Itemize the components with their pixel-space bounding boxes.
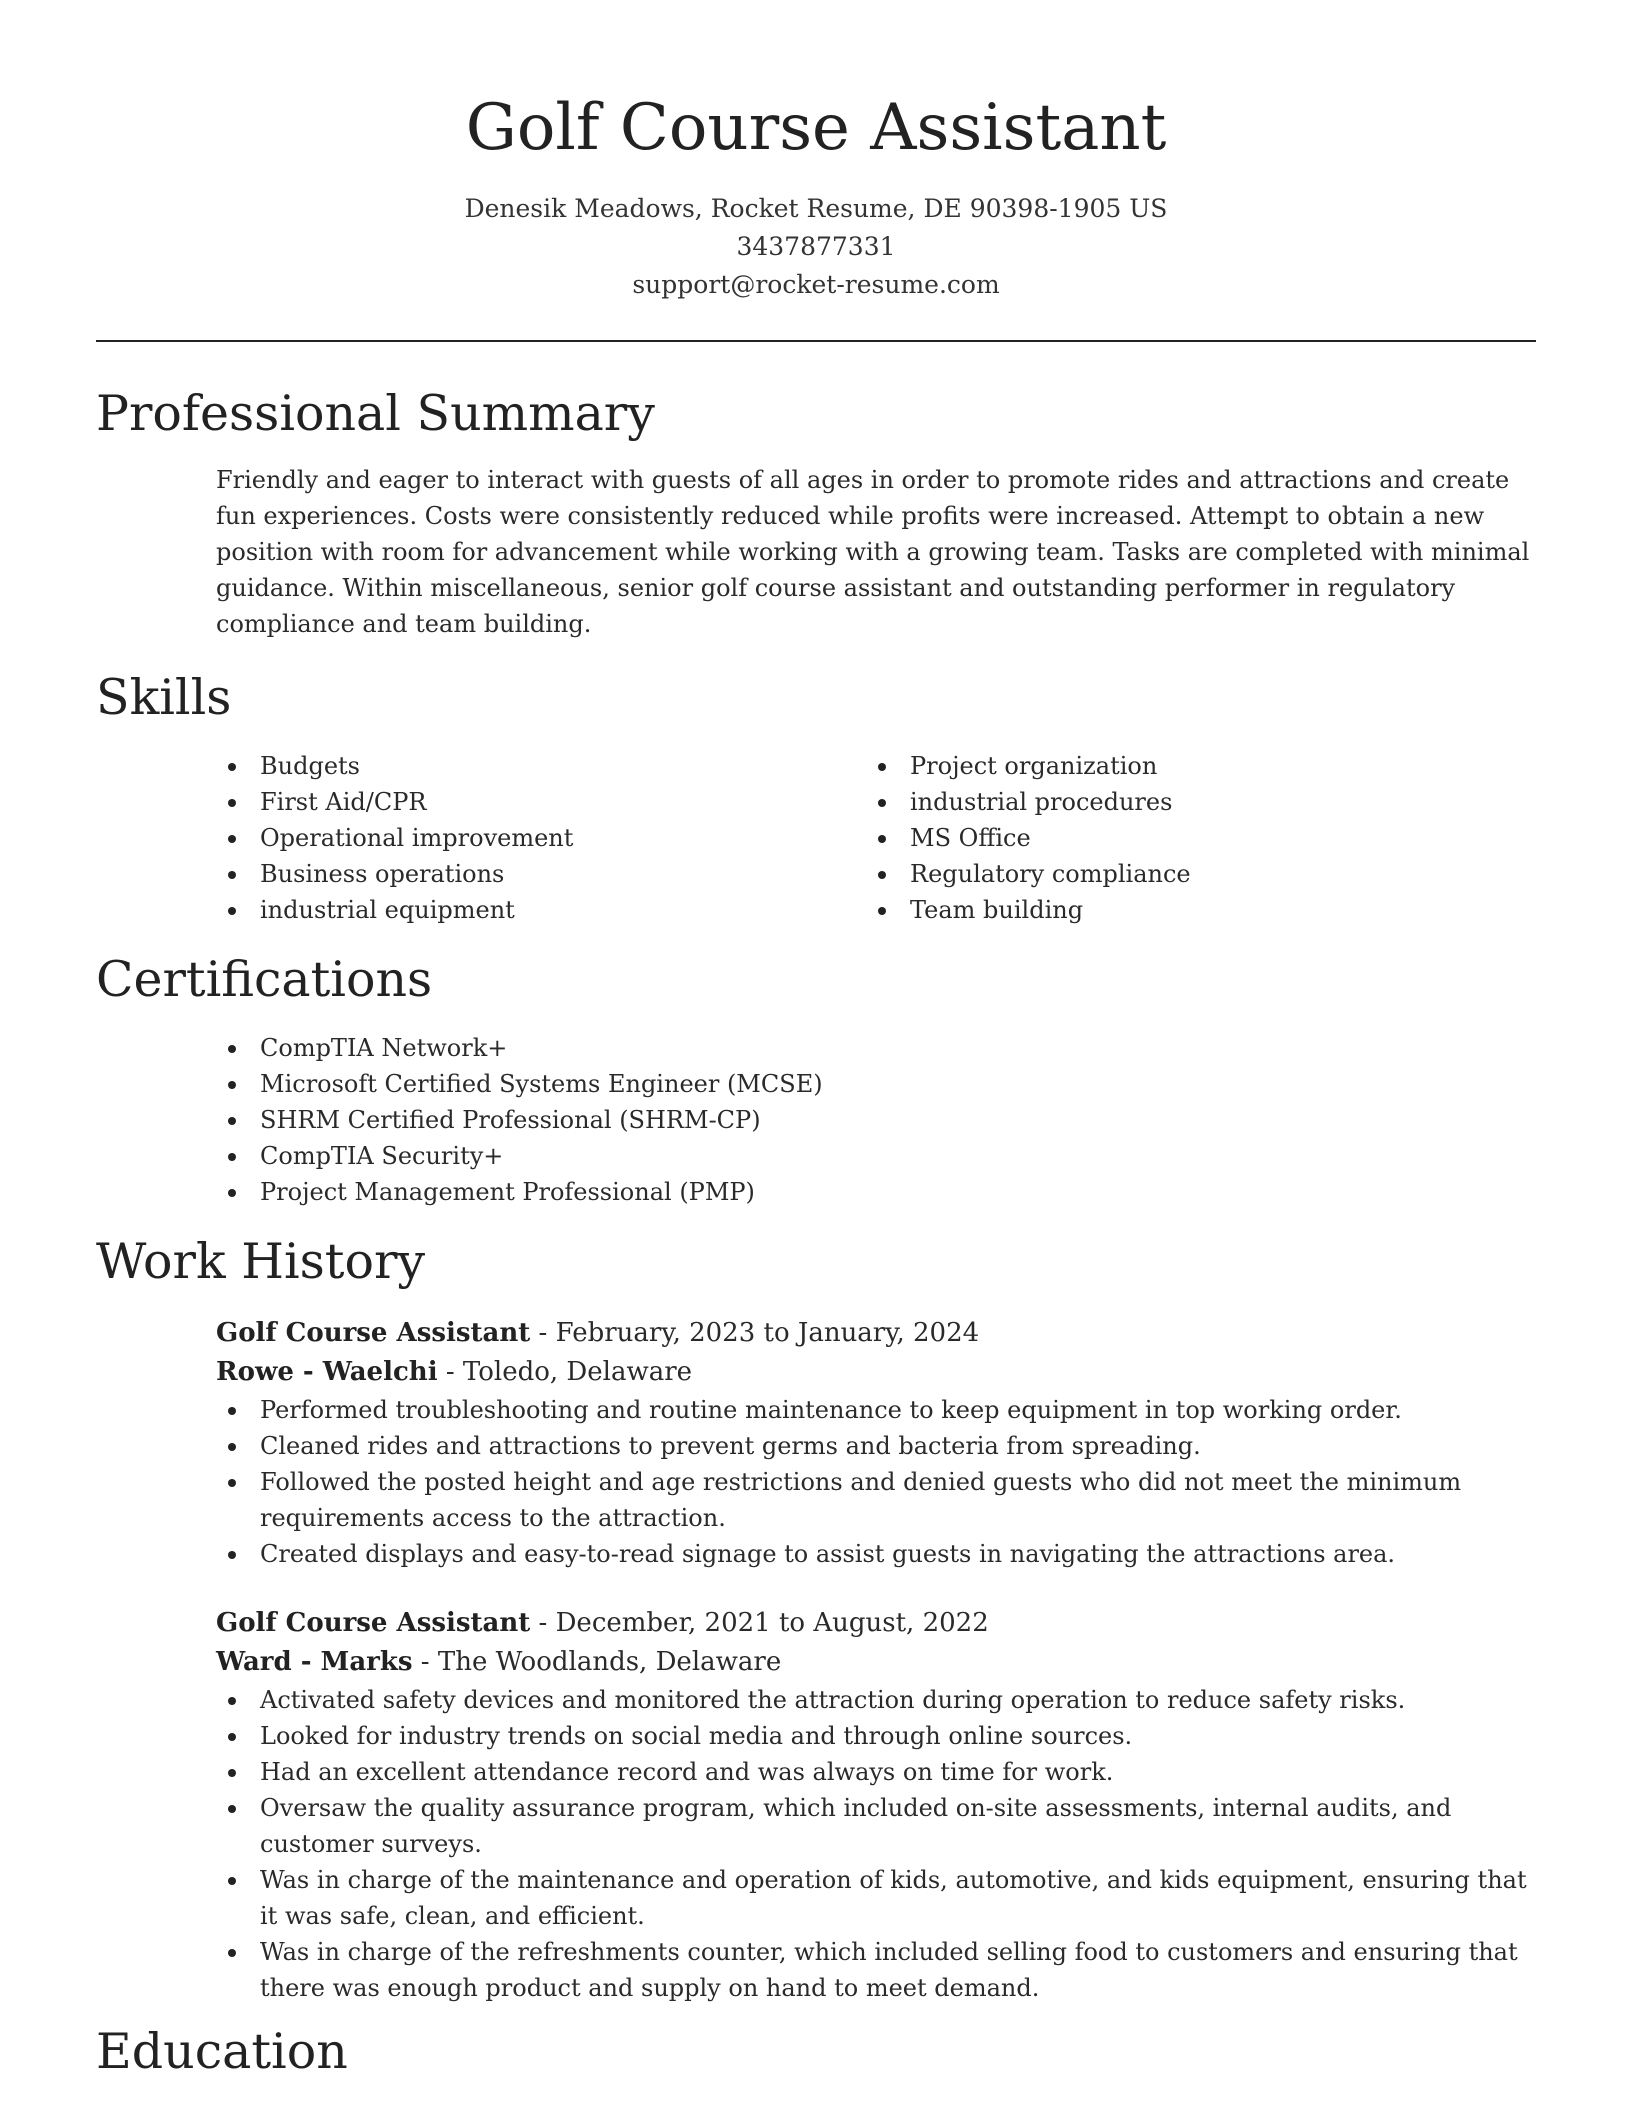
contact-block [96, 190, 1536, 304]
contact-email: support@rocket-resume.com [632, 270, 1000, 299]
certification-item: SHRM Certified Professional (SHRM-CP) [216, 1102, 1536, 1138]
header-divider [96, 340, 1536, 342]
skill-item: Budgets [216, 748, 866, 784]
summary-text: Friendly and eager to interact with guests of all ages in order to promote rides and attractions and create fun experiences. Costs were consistently reduced while profits were increased. Attempt to obtain a new position with room for advancement while working with a growing team. Tasks are completed with minimal guidance. Within miscellaneous, senior golf course assistant and outstanding performer in regulatory compliance and team building. [216, 466, 1530, 638]
job-duty-item: Was in charge of the refreshments counter, which included selling food to customers and ensuring that there was enough product and supply on hand to meet demand. [216, 1934, 1536, 2006]
job-position: Golf Course Assistant [216, 1608, 531, 1638]
resume-header [96, 0, 1536, 304]
job-location: - The Woodlands, Delaware [412, 1647, 782, 1677]
skill-item: Business operations [216, 856, 866, 892]
job-entry [216, 1604, 1536, 2006]
job-location: - Toledo, Delaware [437, 1357, 693, 1387]
skills-heading: Skills [96, 669, 232, 726]
job-title-line [216, 1604, 1536, 1643]
job-company-line [216, 1353, 1536, 1392]
skill-item: Operational improvement [216, 820, 866, 856]
job-duty-item: Had an excellent attendance record and was always on time for work. [216, 1754, 1536, 1790]
job-title-line [216, 1314, 1536, 1353]
skills-columns [216, 748, 1536, 928]
certification-item: CompTIA Security+ [216, 1138, 1536, 1174]
job-duties [216, 1392, 1536, 1572]
skills-list-right [866, 748, 1516, 928]
job-position: Golf Course Assistant [216, 1318, 531, 1348]
resume-page [96, 0, 1536, 2082]
contact-address: Denesik Meadows, Rocket Resume, DE 90398-1905 US [464, 194, 1168, 223]
job-dates: - February, 2023 to January, 2024 [530, 1318, 980, 1348]
skill-item: Team building [866, 892, 1516, 928]
education-heading: Education [96, 2023, 348, 2080]
job-duty-item: Performed troubleshooting and routine maintenance to keep equipment in top working order. [216, 1392, 1536, 1428]
skill-item: First Aid/CPR [216, 784, 866, 820]
job-dates: - December, 2021 to August, 2022 [530, 1608, 989, 1638]
job-company-line [216, 1643, 1536, 1682]
skill-item: Regulatory compliance [866, 856, 1516, 892]
skill-item: industrial procedures [866, 784, 1516, 820]
job-duty-item: Was in charge of the maintenance and operation of kids, automotive, and kids equipment, ensuring that it was safe, clean, and efficient. [216, 1862, 1536, 1934]
work-history-heading: Work History [96, 1233, 426, 1290]
job-duty-item: Created displays and easy-to-read signage to assist guests in navigating the attractions area. [216, 1536, 1536, 1572]
skills-list-left [216, 748, 866, 928]
skill-item: industrial equipment [216, 892, 866, 928]
certification-item: Project Management Professional (PMP) [216, 1174, 1536, 1210]
job-duty-item: Followed the posted height and age restrictions and denied guests who did not meet the minimum requirements access to the attraction. [216, 1464, 1536, 1536]
skill-item: Project organization [866, 748, 1516, 784]
resume-title: Golf Course Assistant [465, 91, 1167, 165]
job-duty-item: Oversaw the quality assurance program, which included on-site assessments, internal audits, and customer surveys. [216, 1790, 1536, 1862]
job-entry [216, 1314, 1536, 1572]
job-duty-item: Activated safety devices and monitored the attraction during operation to reduce safety risks. [216, 1682, 1536, 1718]
job-duty-item: Cleaned rides and attractions to prevent germs and bacteria from spreading. [216, 1428, 1536, 1464]
job-duties [216, 1682, 1536, 2006]
skill-item: MS Office [866, 820, 1516, 856]
certifications-heading: Certifications [96, 951, 433, 1008]
contact-phone: 3437877331 [736, 232, 896, 261]
certifications-block [216, 1030, 1536, 1210]
summary-heading: Professional Summary [96, 385, 655, 442]
certifications-list [216, 1030, 1536, 1210]
job-company: Ward - Marks [216, 1647, 413, 1677]
job-duty-item: Looked for industry trends on social media and through online sources. [216, 1718, 1536, 1754]
certification-item: CompTIA Network+ [216, 1030, 1536, 1066]
job-company: Rowe - Waelchi [216, 1357, 438, 1387]
certification-item: Microsoft Certified Systems Engineer (MCSE) [216, 1066, 1536, 1102]
